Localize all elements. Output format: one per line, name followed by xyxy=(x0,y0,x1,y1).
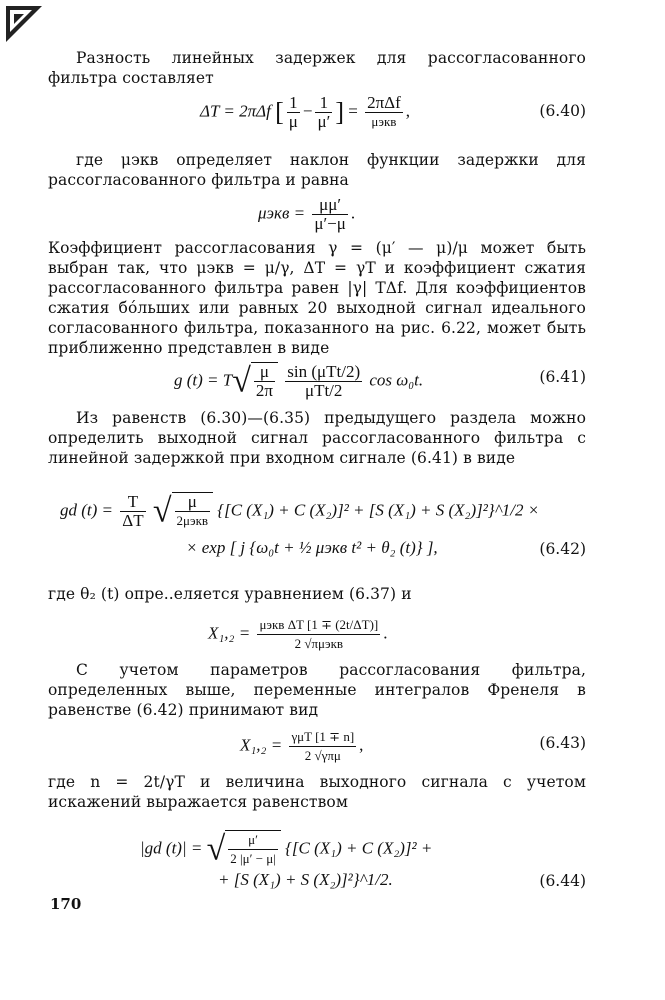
equation-6-42-line-2: × exp [ j {ω₀t + ½ μэкв t² + θ₂ (t)} ], xyxy=(186,538,438,557)
equation-number: (6.43) xyxy=(539,734,586,752)
equation-number: (6.44) xyxy=(539,872,586,890)
equation-mu-equiv: μэкв = $\frac{\mu\mu'}{\mu'-\mu}$ . xyxy=(258,195,356,233)
equation-x12: X₁,₂ = $\frac{\text{μэкв ΔT [1 ∓ (2t/ΔT)]}}{\text{2 √πμэкв}}$ . xyxy=(208,617,388,651)
paragraph-4: Из равенств (6.30)—(6.35) предыдущего раздела можно определить выходной сигнал рассогласованного фильтра с линейной задержкой при входном сигнале (6.41) в виде xyxy=(48,409,586,467)
paragraph-3: Коэффициент рассогласования γ = (μ′ — μ)/μ может быть выбран так, что μэкв = μ/γ, ΔT = γT и коэффициент сжатия рассогласованного фильтра равен |γ| TΔf. Для коэффициентов сжатия бо́льших или равных 20 выходной сигнал идеального согласованного фильтра, показанного на рис. 6.22, может быть приближенно представлен в виде xyxy=(48,239,586,357)
equation-6-40: ΔT = 2πΔf [ $\frac{1}{\mu}$ − $\frac{1}{\mu'}$ ] = $\frac{\text{2πΔf}}{\text{μэкв}}$ , xyxy=(200,93,411,131)
paragraph-5: где θ₂ (t) опре..еляется уравнением (6.37) и xyxy=(48,585,412,603)
paragraph-2: где μэкв определяет наклон функции задержки для рассогласованного фильтра и равна xyxy=(48,151,586,189)
equation-number: (6.41) xyxy=(539,368,586,386)
paragraph-1: Разность линейных задержек для рассогласованного фильтра составляет xyxy=(48,49,586,87)
paragraph-6: С учетом параметров рассогласования фильтра, определенных выше, переменные интегралов Френеля в равенстве (6.42) принимают вид xyxy=(48,661,586,719)
equation-6-42-line-1: gd (t) = $\frac{T}{\Delta T}$ √ $\frac{\mu}{\text{2μэкв}}$ {[C (X₁) + C (X₂)]² + [S (X₁) + S (X₂)]²}^1/2 × xyxy=(60,492,540,530)
corner-ornament-icon xyxy=(6,6,42,42)
equation-6-41: g (t) = T√ $\frac{\mu}{2\pi}$ $\frac{\text{sin (μTt/2)}}{\text{μTt/2}}$ cos ω₀t. xyxy=(174,362,424,400)
page-number: 170 xyxy=(50,895,82,913)
equation-number: (6.42) xyxy=(539,540,586,558)
equation-6-44-line-2: + [S (X₁) + S (X₂)]²}^1/2. xyxy=(218,870,393,889)
paragraph-7: где n = 2t/γT и величина выходного сигнала с учетом искажений выражается равенством xyxy=(48,773,586,811)
equation-6-43: X₁,₂ = $\frac{\text{γμT [1 ∓ n]}}{\text{2 √γπμ}}$ , xyxy=(240,729,364,763)
equation-6-44-line-1: |gd (t)| = √ $\frac{\mu'}{2 |\mu' - \mu|}$ {[C (X₁) + C (X₂)]² + xyxy=(140,830,433,868)
equation-number: (6.40) xyxy=(539,102,586,120)
